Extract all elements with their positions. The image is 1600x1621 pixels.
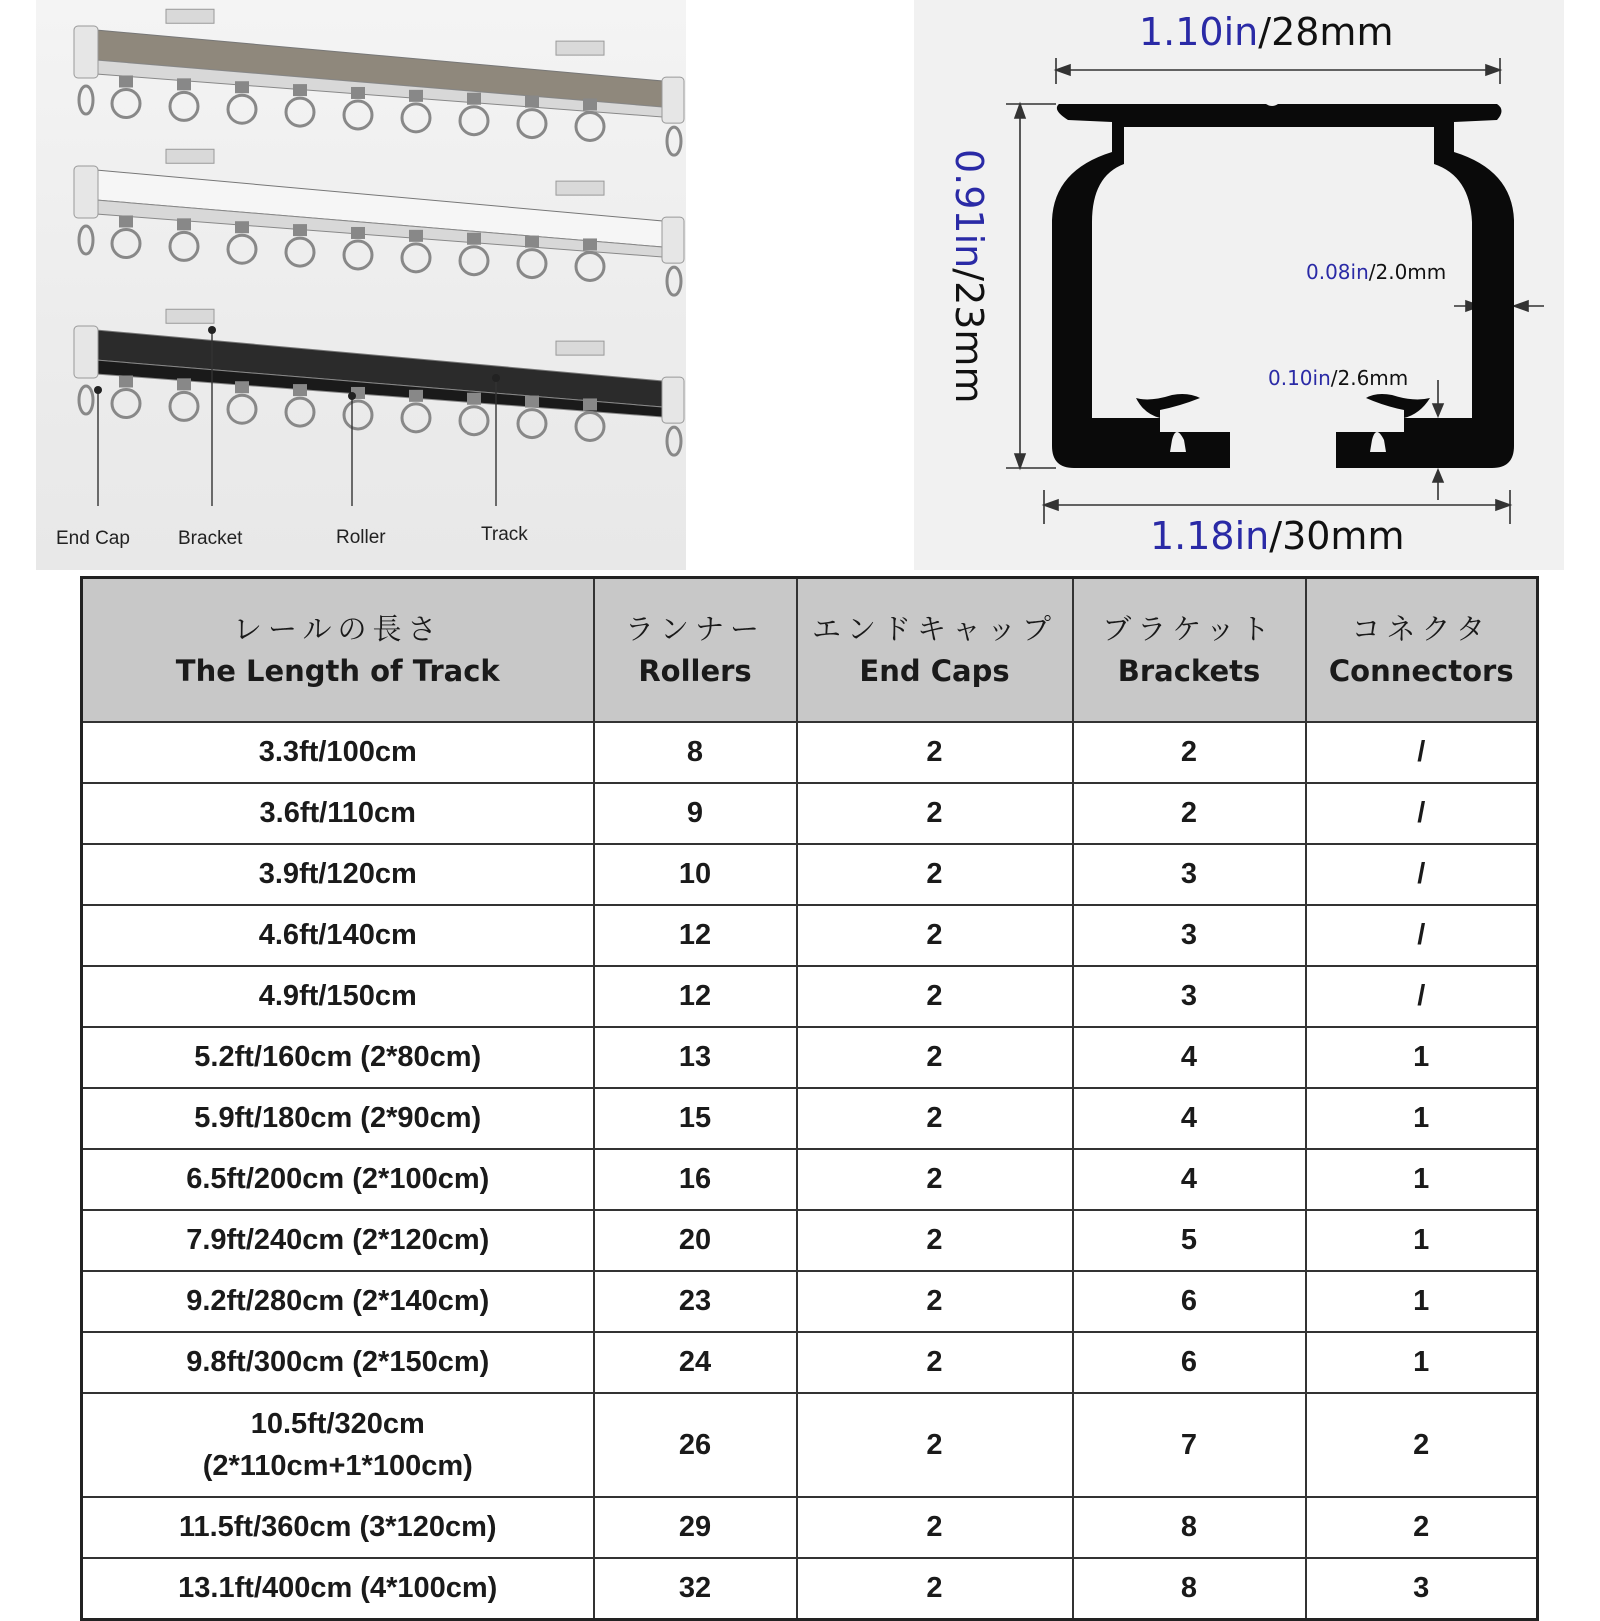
cell-length: 3.9ft/120cm [82, 844, 594, 905]
cell-brackets: 3 [1073, 966, 1306, 1027]
bracket-tab [556, 341, 604, 355]
track-illustration [36, 0, 686, 570]
header-brackets: ブラケット Brackets [1073, 578, 1306, 723]
roller-ring [112, 89, 140, 117]
cell-end-caps: 2 [797, 783, 1073, 844]
roller-ring [228, 395, 256, 423]
roller-body [119, 375, 133, 387]
roller-ring [170, 232, 198, 260]
cell-rollers: 15 [594, 1088, 797, 1149]
roller-ring [460, 247, 488, 275]
roller-body [293, 384, 307, 396]
cell-connectors: / [1306, 905, 1538, 966]
roller-ring [402, 244, 430, 272]
table-row [82, 1271, 1538, 1332]
roller-ring [228, 95, 256, 123]
end-cap [74, 166, 98, 218]
table-row [82, 1332, 1538, 1393]
roller-body [467, 233, 481, 245]
end-cap-label: End Cap [56, 528, 130, 549]
end-hook [79, 386, 93, 414]
cell-connectors: 1 [1306, 1088, 1538, 1149]
roller-ring [460, 107, 488, 135]
cell-end-caps: 2 [797, 1027, 1073, 1088]
roller-body [119, 215, 133, 227]
cell-brackets: 2 [1073, 722, 1306, 783]
cell-rollers: 12 [594, 905, 797, 966]
roller-body [177, 78, 191, 90]
table-row [82, 722, 1538, 783]
roller-ring [170, 392, 198, 420]
cell-brackets: 3 [1073, 844, 1306, 905]
wall-thickness-dimension: 0.08in/2.0mm [1306, 260, 1447, 284]
end-cap [74, 26, 98, 78]
cell-length: 7.9ft/240cm (2*120cm) [82, 1210, 594, 1271]
cell-end-caps: 2 [797, 1210, 1073, 1271]
cell-connectors: 2 [1306, 1393, 1538, 1497]
top-width-dimension: 1.10in/28mm [1139, 10, 1394, 54]
end-cap [662, 377, 684, 423]
table-row [82, 1088, 1538, 1149]
cell-brackets: 6 [1073, 1332, 1306, 1393]
cell-brackets: 7 [1073, 1393, 1306, 1497]
end-hook [667, 127, 681, 155]
roller-body [525, 396, 539, 408]
table-row [82, 1558, 1538, 1620]
lip-thickness-dimension: 0.10in/2.6mm [1268, 366, 1409, 390]
roller-body [235, 381, 249, 393]
cell-rollers: 23 [594, 1271, 797, 1332]
roller-body [467, 93, 481, 105]
end-cap [74, 326, 98, 378]
table-header-row [82, 578, 1538, 723]
cell-length: 11.5ft/360cm (3*120cm) [82, 1497, 594, 1558]
bracket-tab [556, 181, 604, 195]
cell-brackets: 4 [1073, 1088, 1306, 1149]
cell-end-caps: 2 [797, 1558, 1073, 1620]
end-cap [662, 77, 684, 123]
roller-body [467, 393, 481, 405]
roller-body [235, 81, 249, 93]
end-hook [79, 226, 93, 254]
cell-connectors: 1 [1306, 1332, 1538, 1393]
roller-ring [286, 398, 314, 426]
cell-end-caps: 2 [797, 1271, 1073, 1332]
cell-length: 4.6ft/140cm [82, 905, 594, 966]
cell-rollers: 24 [594, 1332, 797, 1393]
cell-brackets: 5 [1073, 1210, 1306, 1271]
bracket-tab [166, 149, 214, 163]
cell-brackets: 4 [1073, 1149, 1306, 1210]
bottom-width-dimension: 1.18in/30mm [1150, 514, 1405, 558]
end-hook [667, 427, 681, 455]
track-label: Track [481, 524, 528, 545]
roller-body [583, 238, 597, 250]
roller-body [177, 218, 191, 230]
roller-body [525, 236, 539, 248]
cell-connectors: 1 [1306, 1149, 1538, 1210]
table-row [82, 1497, 1538, 1558]
roller-ring [576, 412, 604, 440]
roller-body [177, 378, 191, 390]
roller-body [525, 96, 539, 108]
cell-end-caps: 2 [797, 1497, 1073, 1558]
profile-dimension-diagram [914, 0, 1564, 570]
cell-connectors: / [1306, 844, 1538, 905]
label-leader-dot [94, 386, 102, 394]
cell-connectors: / [1306, 783, 1538, 844]
height-dimension: 0.91in/23mm [947, 149, 991, 404]
cell-rollers: 13 [594, 1027, 797, 1088]
cell-length: 9.8ft/300cm (2*150cm) [82, 1332, 594, 1393]
cell-length: 10.5ft/320cm (2*110cm+1*100cm) [82, 1393, 594, 1497]
header-end-caps: エンドキャップ End Caps [797, 578, 1073, 723]
end-hook [667, 267, 681, 295]
roller-ring [112, 389, 140, 417]
cell-length: 3.6ft/110cm [82, 783, 594, 844]
roller-ring [518, 110, 546, 138]
cell-end-caps: 2 [797, 1149, 1073, 1210]
cell-length: 6.5ft/200cm (2*100cm) [82, 1149, 594, 1210]
cell-rollers: 20 [594, 1210, 797, 1271]
roller-ring [518, 250, 546, 278]
roller-ring [518, 410, 546, 438]
header-length: レールの長さ The Length of Track [82, 578, 594, 723]
roller-label: Roller [336, 527, 386, 548]
cell-brackets: 6 [1073, 1271, 1306, 1332]
table-row [82, 966, 1538, 1027]
cell-rollers: 32 [594, 1558, 797, 1620]
cell-rollers: 10 [594, 844, 797, 905]
cell-length: 4.9ft/150cm [82, 966, 594, 1027]
cell-end-caps: 2 [797, 1332, 1073, 1393]
cell-rollers: 8 [594, 722, 797, 783]
cell-rollers: 12 [594, 966, 797, 1027]
roller-body [119, 75, 133, 87]
cell-brackets: 3 [1073, 905, 1306, 966]
cell-connectors: 1 [1306, 1210, 1538, 1271]
cell-length: 13.1ft/400cm (4*100cm) [82, 1558, 594, 1620]
label-leader-dot [492, 374, 500, 382]
roller-body [409, 390, 423, 402]
cell-brackets: 8 [1073, 1558, 1306, 1620]
cell-end-caps: 2 [797, 1393, 1073, 1497]
cell-length: 9.2ft/280cm (2*140cm) [82, 1271, 594, 1332]
roller-ring [344, 101, 372, 129]
cell-connectors: 3 [1306, 1558, 1538, 1620]
table-row [82, 844, 1538, 905]
table-body [82, 722, 1538, 1620]
roller-ring [344, 241, 372, 269]
label-leader-dot [208, 326, 216, 334]
cell-rollers: 9 [594, 783, 797, 844]
cell-connectors: 1 [1306, 1027, 1538, 1088]
roller-ring [228, 235, 256, 263]
cell-brackets: 8 [1073, 1497, 1306, 1558]
roller-ring [344, 401, 372, 429]
track-profile-drawing [914, 0, 1564, 570]
roller-ring [576, 112, 604, 140]
cell-rollers: 26 [594, 1393, 797, 1497]
roller-ring [286, 238, 314, 266]
roller-ring [286, 98, 314, 126]
table-row [82, 905, 1538, 966]
roller-body [235, 221, 249, 233]
roller-ring [112, 229, 140, 257]
end-cap [662, 217, 684, 263]
cell-end-caps: 2 [797, 905, 1073, 966]
roller-body [409, 230, 423, 242]
track-spec-table [80, 576, 1539, 1621]
bracket-label: Bracket [178, 528, 243, 549]
cell-rollers: 16 [594, 1149, 797, 1210]
bracket-tab [166, 309, 214, 323]
cell-connectors: 2 [1306, 1497, 1538, 1558]
cell-length: 5.9ft/180cm (2*90cm) [82, 1088, 594, 1149]
roller-ring [402, 404, 430, 432]
cell-rollers: 29 [594, 1497, 797, 1558]
cell-end-caps: 2 [797, 966, 1073, 1027]
table-row [82, 1027, 1538, 1088]
table-row [82, 1393, 1538, 1497]
table-row [82, 1149, 1538, 1210]
roller-ring [170, 92, 198, 120]
cell-connectors: / [1306, 722, 1538, 783]
cell-length: 5.2ft/160cm (2*80cm) [82, 1027, 594, 1088]
roller-body [293, 84, 307, 96]
cell-end-caps: 2 [797, 722, 1073, 783]
cell-end-caps: 2 [797, 844, 1073, 905]
end-hook [79, 86, 93, 114]
roller-ring [402, 104, 430, 132]
cell-connectors: / [1306, 966, 1538, 1027]
table-row [82, 783, 1538, 844]
table-row [82, 1210, 1538, 1271]
roller-body [583, 398, 597, 410]
roller-body [351, 87, 365, 99]
roller-body [293, 224, 307, 236]
cell-brackets: 2 [1073, 783, 1306, 844]
roller-body [583, 98, 597, 110]
label-leader-dot [348, 392, 356, 400]
cell-length: 3.3ft/100cm [82, 722, 594, 783]
cell-brackets: 4 [1073, 1027, 1306, 1088]
bracket-tab [166, 9, 214, 23]
cell-connectors: 1 [1306, 1271, 1538, 1332]
header-connectors: コネクタ Connectors [1306, 578, 1538, 723]
roller-ring [460, 407, 488, 435]
product-photo [36, 0, 686, 570]
roller-ring [576, 252, 604, 280]
bracket-tab [556, 41, 604, 55]
header-rollers: ランナー Rollers [594, 578, 797, 723]
cell-end-caps: 2 [797, 1088, 1073, 1149]
roller-body [409, 90, 423, 102]
roller-body [351, 227, 365, 239]
